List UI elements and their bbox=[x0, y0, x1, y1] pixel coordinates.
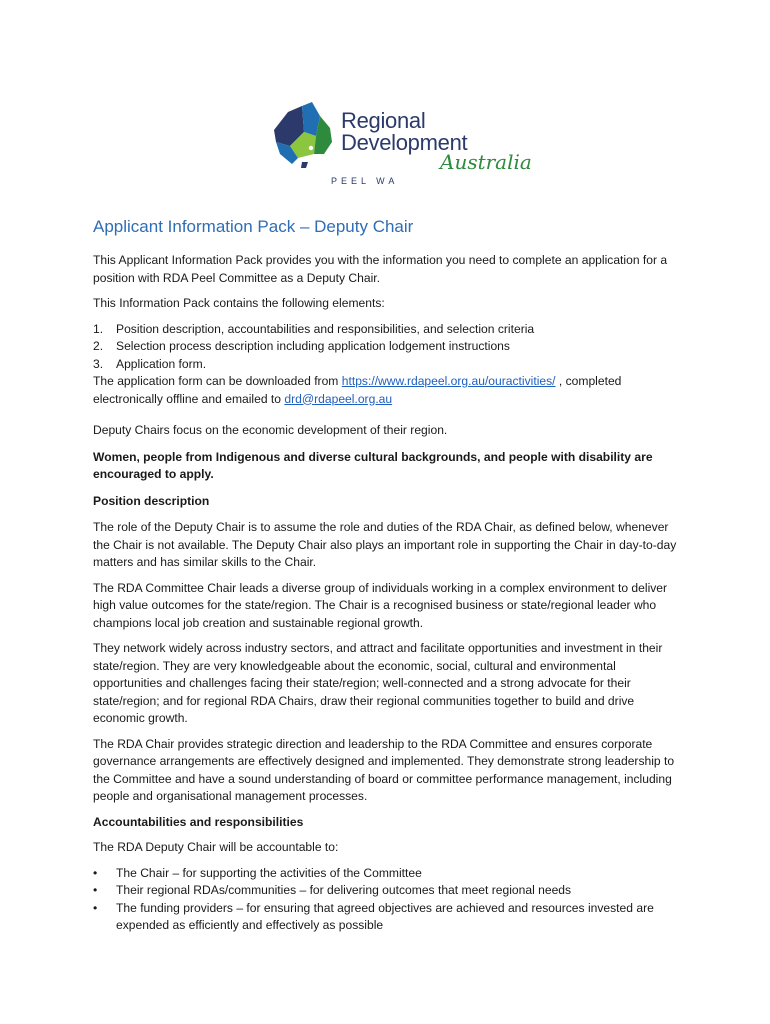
position-heading: Position description bbox=[93, 493, 210, 508]
list-item-text: The Chair – for supporting the activities of the Committee bbox=[116, 865, 422, 880]
elements-list bbox=[93, 321, 683, 374]
list-item-text: Selection process description including application lodgement instructions bbox=[116, 339, 510, 353]
rda-logo bbox=[268, 98, 532, 190]
bullet-icon: • bbox=[93, 900, 98, 915]
email-link[interactable]: drd@rdapeel.org.au bbox=[284, 391, 393, 406]
logo-text-peel-wa: PEEL WA bbox=[331, 176, 399, 186]
list-item bbox=[93, 865, 683, 883]
position-paragraph: They network widely across industry sectors, and attract and facilitate opportunities and investment in their state/region. They are very knowledgeable about the economic, social, cultural and environmental opportunities and challenges facing their state/region; well-connected and a strong advocate for their state/region; and for regional RDA Chairs, draw their regional communities together to build and drive economic growth. bbox=[93, 641, 663, 725]
accountable-list bbox=[93, 865, 683, 935]
australia-map-icon bbox=[268, 102, 338, 170]
download-link[interactable]: https://www.rdapeel.org.au/ouractivities/ bbox=[341, 374, 556, 388]
accountable-intro: The RDA Deputy Chair will be accountable to: bbox=[93, 840, 339, 854]
list-item-text: The funding providers – for ensuring that agreed objectives are achieved and resources invested are expended as efficiently and effectively as possible bbox=[116, 900, 654, 932]
position-paragraph: The role of the Deputy Chair is to assume the role and duties of the RDA Chair, as defined below, whenever the Chair is not available. The Deputy Chair also plays an important role in supporting the Chair in day-to-day matters and has similar skills to the Chair. bbox=[93, 520, 677, 569]
bullet-icon: • bbox=[93, 883, 98, 897]
logo-text-development: Development bbox=[341, 130, 468, 155]
list-number: 2. bbox=[93, 339, 104, 353]
bullet-icon: • bbox=[93, 865, 98, 880]
list-number: 1. bbox=[93, 321, 104, 336]
logo-text-regional: Regional bbox=[341, 108, 426, 133]
list-item bbox=[93, 356, 683, 374]
list-number: 3. bbox=[93, 356, 104, 371]
page-title: Applicant Information Pack – Deputy Chair bbox=[93, 217, 414, 236]
download-paragraph bbox=[93, 373, 683, 408]
list-item bbox=[93, 338, 683, 356]
document-body bbox=[93, 216, 683, 935]
position-paragraph: The RDA Committee Chair leads a diverse group of individuals working in a complex environment to deliver high value outcomes for the state/region. The Chair is a recognised business or state/regional leader who champions local job creation and sustainable regional growth. bbox=[93, 580, 668, 630]
encourage-paragraph: Women, people from Indigenous and diverse cultural backgrounds, and people with disability are encouraged to apply. bbox=[93, 449, 653, 481]
list-item bbox=[93, 321, 683, 339]
logo-text-australia: Australia bbox=[440, 150, 532, 174]
list-item bbox=[93, 900, 683, 935]
list-item-text: Position description, accountabilities and responsibilities, and selection criteria bbox=[116, 321, 535, 336]
list-item bbox=[93, 882, 683, 900]
elements-intro: This Information Pack contains the following elements: bbox=[93, 296, 385, 310]
download-prefix: The application form can be downloaded from bbox=[93, 374, 342, 388]
download-middle: , completed electronically offline and emailed to bbox=[93, 374, 622, 406]
list-item-text: Application form. bbox=[116, 356, 207, 371]
position-paragraph: The RDA Chair provides strategic direction and leadership to the RDA Committee and ensures corporate governance arrangements are effectively designed and implemented. They demonstrate strong leadership to the Committee and have a sound understanding of board or committee performance management, including people and organisational management processes. bbox=[93, 736, 675, 803]
focus-paragraph: Deputy Chairs focus on the economic development of their region. bbox=[93, 423, 448, 437]
list-item-text: Their regional RDAs/communities – for delivering outcomes that meet regional needs bbox=[116, 883, 572, 897]
intro-paragraph: This Applicant Information Pack provides you with the information you need to complete an application for a position with RDA Peel Committee as a Deputy Chair. bbox=[93, 253, 668, 285]
accountabilities-heading: Accountabilities and responsibilities bbox=[93, 814, 304, 829]
